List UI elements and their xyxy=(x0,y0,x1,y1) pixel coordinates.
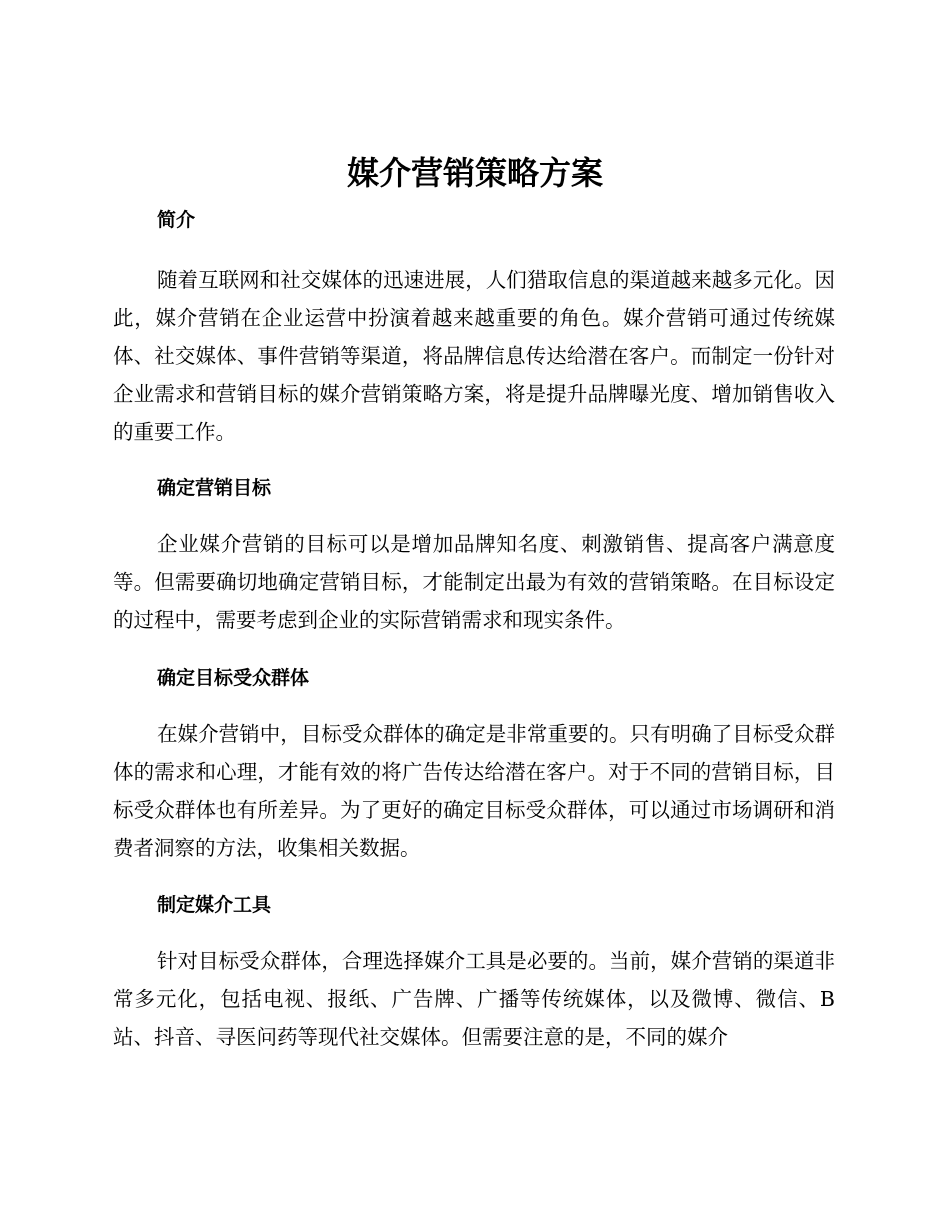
document-body xyxy=(113,200,835,1056)
section-paragraph-intro: 随着互联网和社交媒体的迅速进展，人们猎取信息的渠道越来越多元化。因此，媒介营销在企业运营中扮演着越来越重要的角色。媒介营销可通过传统媒体、社交媒体、事件营销等渠道，将品牌信息传达给潜在客户。而制定一份针对企业需求和营销目标的媒介营销策略方案，将是提升品牌曝光度、增加销售收入的重要工作。 xyxy=(113,268,835,444)
section-paragraph-media-tools: 针对目标受众群体，合理选择媒介工具是必要的。当前，媒介营销的渠道非常多元化，包括电视、报纸、广告牌、广播等传统媒体，以及微博、微信、B站、抖音、寻医问药等现代社交媒体。但需要注意的是，不同的媒介 xyxy=(113,949,835,1049)
document-title: 媒介营销策略方案 xyxy=(346,154,603,192)
section-paragraph-audience: 在媒介营销中，目标受众群体的确定是非常重要的。只有明确了目标受众群体的需求和心理，才能有效的将广告传达给潜在客户。对于不同的营销目标，目标受众群体也有所差异。为了更好的确定目标受众群体，可以通过市场调研和消费者洞察的方法，收集相关数据。 xyxy=(113,722,835,860)
section-heading-goals: 确定营销目标 xyxy=(157,477,272,499)
section-paragraph-goals: 企业媒介营销的目标可以是增加品牌知名度、刺激销售、提高客户满意度等。但需要确切地确定营销目标，才能制定出最为有效的营销策略。在目标设定的过程中，需要考虑到企业的实际营销需求和现实条件。 xyxy=(113,532,835,632)
section-heading-audience: 确定目标受众群体 xyxy=(157,667,310,689)
section-heading-intro: 简介 xyxy=(157,209,196,231)
section-heading-media-tools: 制定媒介工具 xyxy=(157,894,272,916)
